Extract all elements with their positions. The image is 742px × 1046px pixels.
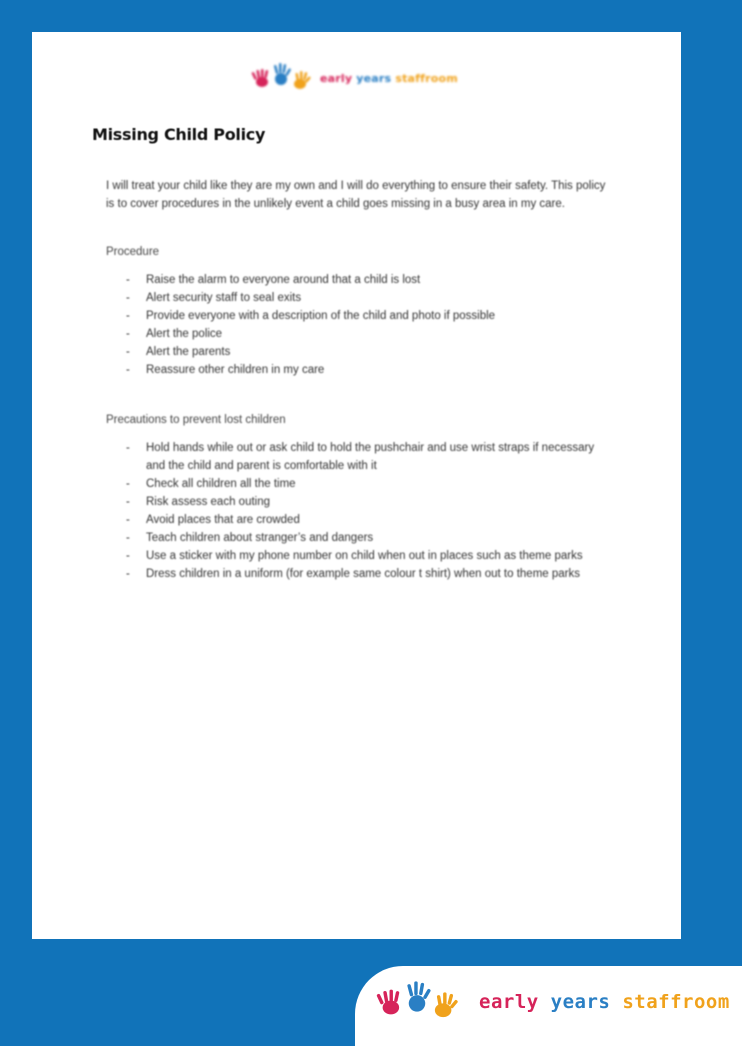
list-item: - Risk assess each outing <box>146 493 616 511</box>
document-title: Missing Child Policy <box>92 125 266 144</box>
brand-word-early: early <box>320 71 353 85</box>
footer-brand-text <box>479 991 730 1013</box>
list-item: - Reassure other children in my care <box>146 361 616 379</box>
list-item: - Raise the alarm to everyone around that a child is lost <box>146 271 616 289</box>
brand-word-years: years <box>550 991 611 1013</box>
brand-word-years: years <box>356 71 392 85</box>
header-brand-text <box>320 72 458 85</box>
handprints-icon <box>250 62 312 94</box>
list-item: - Dress children in a uniform (for example same colour t shirt) when out to theme parks <box>146 565 616 583</box>
list-item: - Hold hands while out or ask child to hold the pushchair and use wrist straps if necessary and the child and parent is comfortable with it <box>146 439 616 475</box>
footer-brand-badge <box>355 966 742 1046</box>
document-body <box>106 177 616 583</box>
precautions-heading: Precautions to prevent lost children <box>106 414 286 426</box>
precautions-list <box>106 439 616 583</box>
procedure-heading: Procedure <box>106 246 160 258</box>
list-item: - Alert security staff to seal exits <box>146 289 616 307</box>
brand-word-early: early <box>479 991 539 1013</box>
list-item: - Provide everyone with a description of the child and photo if possible <box>146 307 616 325</box>
handprints-icon <box>369 980 465 1024</box>
footer-logo <box>369 980 730 1024</box>
list-item: - Teach children about stranger’s and dangers <box>146 529 616 547</box>
list-item: - Alert the police <box>146 325 616 343</box>
list-item: - Alert the parents <box>146 343 616 361</box>
procedure-list <box>106 271 616 379</box>
list-item: - Use a sticker with my phone number on child when out in places such as theme parks <box>146 547 616 565</box>
brand-word-staffroom: staffroom <box>622 991 730 1013</box>
header-logo <box>250 62 458 94</box>
list-item: - Avoid places that are crowded <box>146 511 616 529</box>
brand-word-staffroom: staffroom <box>395 71 458 85</box>
document-page <box>32 32 681 939</box>
intro-paragraph: I will treat your child like they are my own and I will do everything to ensure their safety. This policy is to cover procedures in the unlikely event a child goes missing in a busy area in my care. <box>106 180 606 210</box>
list-item: - Check all children all the time <box>146 475 616 493</box>
